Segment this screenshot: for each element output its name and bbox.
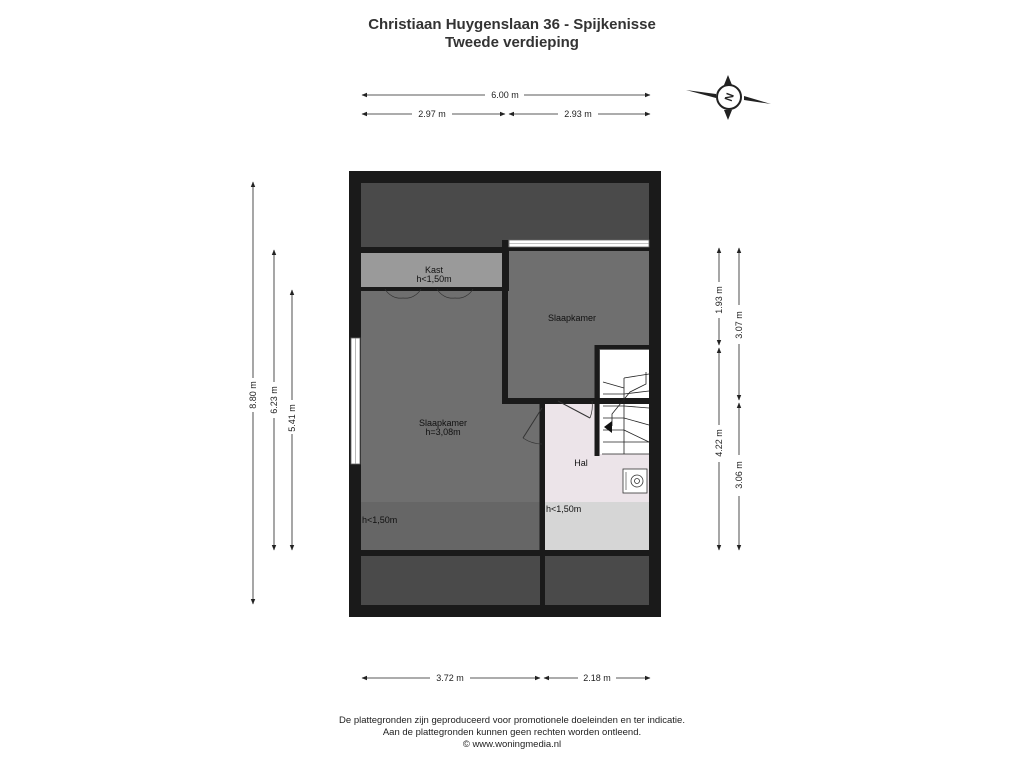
- dimension-left-outer: [248, 182, 258, 604]
- roof-slope-bottom-right: [545, 556, 649, 605]
- disclaimer-line-1: De plattegronden zijn geproduceerd voor promotionele doeleinden en ter indicatie.: [339, 715, 685, 726]
- boiler-icon: [623, 469, 647, 493]
- building-outline: [349, 171, 661, 617]
- dimension-label: 2.93 m: [564, 109, 592, 119]
- room-label-slaapkamer-right: Slaapkamer: [547, 313, 597, 323]
- dimension-right-top-a: [714, 248, 724, 345]
- dimension-label: 8.80 m: [248, 381, 258, 409]
- dimension-top-left: [362, 109, 505, 119]
- dimension-left-middle: [269, 250, 279, 550]
- dimension-top-right: [509, 109, 650, 119]
- dimension-label: 1.93 m: [714, 286, 724, 314]
- room-height-low-left: h<1,50m: [362, 515, 398, 525]
- compass-icon: [686, 75, 771, 120]
- room-label-kast: Kast: [424, 265, 444, 275]
- dimension-label: 3.72 m: [436, 673, 464, 683]
- dimension-label: 6.23 m: [269, 386, 279, 414]
- disclaimer-copyright: © www.woningmedia.nl: [462, 739, 562, 750]
- disclaimer-line-2: Aan de plattegronden kunnen geen rechten worden ontleend.: [382, 727, 642, 738]
- room-label-hal: Hal: [574, 458, 588, 468]
- dimension-bottom-left: [362, 673, 540, 683]
- room-slaapkamer-main-low: [361, 502, 540, 550]
- dimension-right-bottom-b: [734, 403, 744, 550]
- compass-letter: N: [722, 91, 737, 104]
- dimension-label: 4.22 m: [714, 429, 724, 457]
- dimension-top-total: [362, 90, 650, 100]
- dimension-right-bottom-a: [714, 348, 724, 550]
- disclaimer: [0, 715, 1024, 751]
- dimension-label: 5.41 m: [287, 404, 297, 432]
- dimension-label: 2.18 m: [583, 673, 611, 683]
- room-height-low-right: h<1,50m: [546, 504, 582, 514]
- dimension-label: 6.00 m: [491, 90, 519, 100]
- dimension-label: 3.06 m: [734, 461, 744, 489]
- room-label-slaapkamer-main: Slaapkamer: [418, 418, 468, 428]
- roof-slope-bottom-left: [361, 556, 540, 605]
- room-height-kast: h<1,50m: [416, 274, 452, 284]
- dimension-bottom-right: [544, 673, 650, 683]
- plan-title-floor: Tweede verdieping: [445, 34, 579, 51]
- dimension-left-inner: [287, 290, 297, 550]
- plan-title-address: Christiaan Huygenslaan 36 - Spijkenisse: [368, 16, 656, 33]
- dimension-label: 2.97 m: [418, 109, 446, 119]
- roof-slope-top: [361, 183, 649, 247]
- room-height-slaapkamer-main: h=3,08m: [425, 427, 461, 437]
- dimension-right-top-b: [734, 248, 744, 400]
- dimension-label: 3.07 m: [734, 311, 744, 339]
